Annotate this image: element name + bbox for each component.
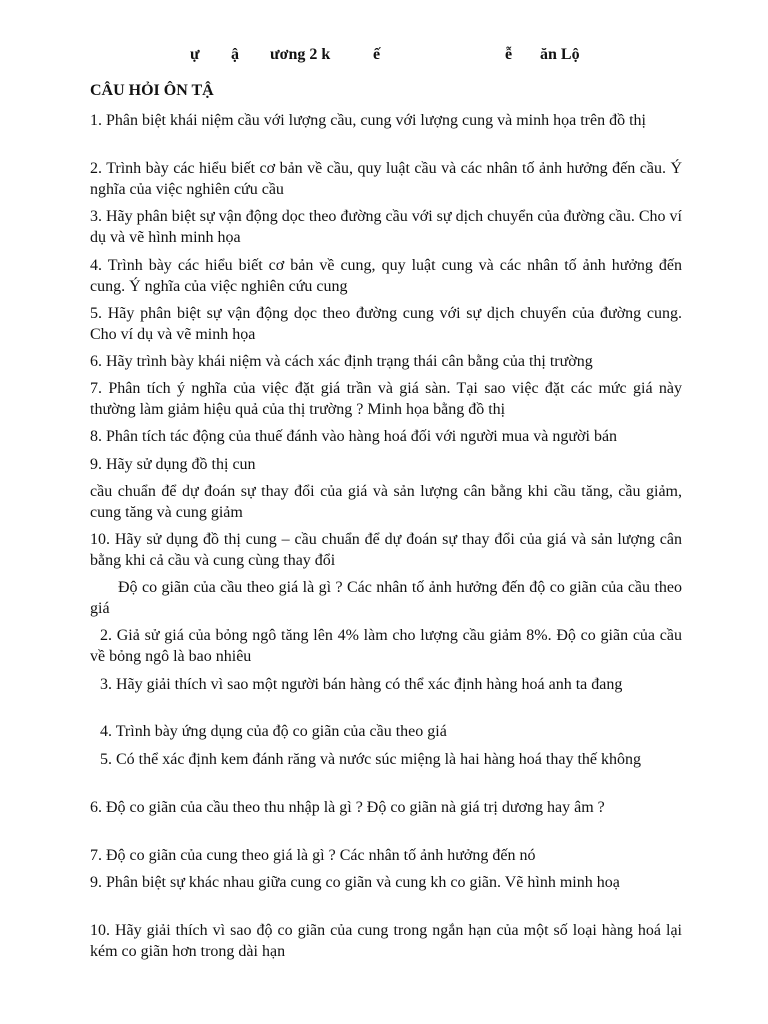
- question-item: 9. Phân biệt sự khác nhau giữa cung co giãn và cung kh co giãn. Vẽ hình minh hoạ: [90, 874, 620, 891]
- header-fragment-2: ậ: [231, 46, 239, 63]
- question-item: cầu chuẩn để dự đoán sự thay đổi của giá và sản lượng cân bằng khi cầu tăng, cầu giảm, cung tăng và cung giảm: [90, 483, 682, 521]
- question-item: 8. Phân tích tác động của thuế đánh vào hàng hoá đối với người mua và người bán: [90, 428, 618, 445]
- question-item: 5. Hãy phân biệt sự vận động dọc theo đường cung với sự dịch chuyển của đường cung. Cho ví dụ và vẽ minh họa: [90, 305, 682, 343]
- header-fragment-6: ăn Lộ: [540, 46, 580, 63]
- question-item: 10. Hãy giải thích vì sao độ co giãn của cung trong ngắn hạn của một số loại hàng hoá lại kém co giãn hơn trong dài hạn: [90, 922, 682, 960]
- question-item: 2. Giả sử giá của bỏng ngô tăng lên 4% làm cho lượng cầu giảm 8%. Độ co giãn của cầu về bỏng ngô là bao nhiêu: [90, 627, 682, 665]
- question-item: 7. Độ co giãn của cung theo giá là gì ? Các nhân tố ảnh hưởng đến nó: [90, 847, 536, 864]
- document-header: [0, 46, 768, 70]
- question-item: 6. Hãy trình bày khái niệm và cách xác định trạng thái cân bằng của thị trường: [90, 353, 593, 370]
- question-item: 4. Trình bày các hiểu biết cơ bản về cung, quy luật cung và các nhân tố ảnh hưởng đến cung. Ý nghĩa của việc nghiên cứu cung: [90, 257, 682, 295]
- question-item: 6. Độ co giãn của cầu theo thu nhập là gì ? Độ co giãn nà giá trị dương hay âm ?: [90, 799, 605, 816]
- header-fragment-3: ương 2 k: [270, 46, 331, 63]
- question-item: 5. Có thể xác định kem đánh răng và nước súc miệng là hai hàng hoá thay thế không: [100, 751, 641, 768]
- question-item: Độ co giãn của cầu theo giá là gì ? Các nhân tố ảnh hưởng đến độ co giãn của cầu theo giá: [90, 579, 682, 617]
- question-item: 7. Phân tích ý nghĩa của việc đặt giá trần và giá sàn. Tại sao việc đặt các mức giá này thường làm giảm hiệu quả của thị trường ? Minh họa bằng đồ thị: [90, 380, 682, 418]
- header-fragment-4: ế: [373, 46, 381, 63]
- question-item: 3. Hãy giải thích vì sao một người bán hàng có thể xác định hàng hoá anh ta đang: [100, 676, 623, 693]
- question-item: 10. Hãy sử dụng đồ thị cung – cầu chuẩn để dự đoán sự thay đổi của giá và sản lượng cân bằng khi cả cầu và cung cùng thay đổi: [90, 531, 682, 569]
- question-item: 9. Hãy sử dụng đồ thị cun: [90, 456, 256, 473]
- question-item: 3. Hãy phân biệt sự vận động dọc theo đường cầu với sự dịch chuyển của đường cầu. Cho ví dụ và vẽ hình minh họa: [90, 208, 682, 246]
- question-item: 1. Phân biệt khái niệm cầu với lượng cầu, cung với lượng cung và minh họa trên đồ thị: [90, 112, 646, 129]
- header-fragment-1: ự: [190, 46, 200, 63]
- question-item: 2. Trình bày các hiểu biết cơ bản về cầu, quy luật cầu và các nhân tố ảnh hưởng đến cầu. Ý nghĩa của việc nghiên cứu cầu: [90, 160, 682, 198]
- question-item: 4. Trình bày ứng dụng của độ co giãn của cầu theo giá: [100, 723, 447, 740]
- header-fragment-5: ễ: [505, 46, 513, 63]
- section-title: CÂU HỎI ÔN TẬ: [90, 82, 214, 99]
